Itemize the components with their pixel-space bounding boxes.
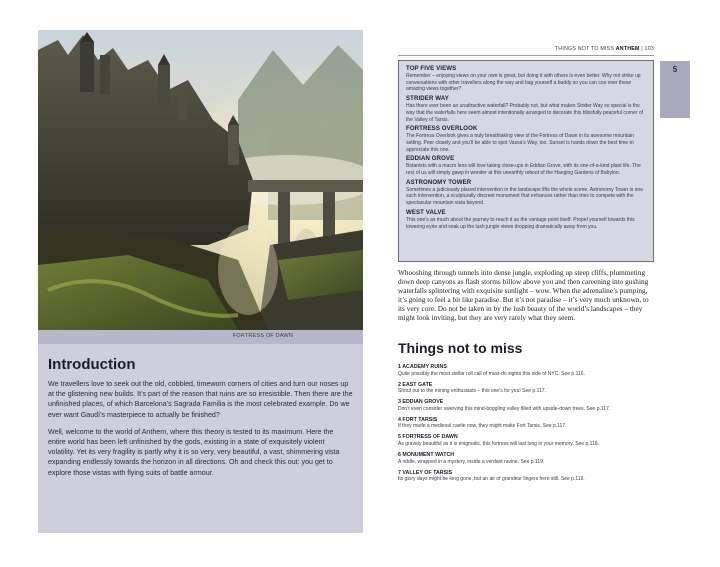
list-item	[398, 364, 656, 377]
view-entry	[406, 155, 646, 176]
view-text: Has there ever been an unattractive waterfall? Probably not, but what makes Strider Way so special is the way that the waterfalls here seem almost intentionally arranged to decorate this blissfully peaceful corner of the Valley of Tarsis.	[406, 103, 644, 123]
list-item-text: A riddle, wrapped in a mystery, inside a verdant ravine. See p.119.	[398, 458, 545, 465]
list-item	[398, 434, 656, 447]
top-five-views-intro	[406, 65, 646, 93]
view-title: EDDIAN GROVE	[406, 155, 455, 163]
list-item-text: Quite possibly the most stellar roll call of must-do sights this side of NYC. See p.116.	[398, 370, 585, 377]
running-head-section: THINGS NOT TO MISS	[554, 46, 615, 52]
list-item-title: 4 FORT TARSIS	[398, 416, 438, 423]
view-text: This one’s as much about the journey to reach it as the vantage point itself. Propel yourself towards this towering eyrie and soak up the lush jungle views dropping dramatically away from you.	[406, 216, 635, 230]
photo-caption: FORTRESS OF DAWN	[232, 333, 293, 339]
list-item-title: 3 EDDIAN GROVE	[398, 399, 444, 406]
view-entry	[406, 179, 646, 207]
chapter-tab	[660, 61, 690, 118]
fortress-landscape-image	[38, 30, 363, 330]
list-item-title: 5 FORTRESS OF DAWN	[398, 434, 458, 441]
view-title: STRIDER WAY	[406, 95, 449, 103]
photo-caption-bar	[38, 330, 363, 344]
list-item	[398, 399, 656, 412]
introduction-paragraph: Well, welcome to the world of Anthem, where this theory is tested to its maximum. Here the entire world has been left unfinished by the gods, existing in a state of exquisitely violent volatility. Yet its very fragility is partly why it is so very, very beautiful, a vast, shimmering vista expanding endlessly towards the horizon in all directions. Oh and check this out: you get to explore those vistas with flying suits of battle armour.	[48, 427, 340, 477]
view-title: WEST VALVE	[406, 208, 446, 216]
box-intro-text: Remember – enjoying views on your own is great, but doing it with others is even better. Why not strike up conversations with other travellers along the way and bag yourself a buddy so you can coo over these amazing views together?	[406, 73, 641, 93]
view-entry	[406, 95, 646, 123]
list-item	[398, 470, 656, 483]
view-title: ASTRONOMY TOWER	[406, 178, 472, 186]
list-item-title: 1 ACADEMY RUINS	[398, 364, 447, 370]
chapter-number: 5	[672, 65, 678, 74]
fortress-of-dawn-photo	[38, 30, 363, 330]
list-item-text: As gravely beautiful as it is enigmatic, this fortress will last long in your memory. See p.118.	[398, 440, 600, 447]
running-head-divider: |	[641, 46, 643, 52]
view-text: Sometimes a judiciously placed intervention in the landscape lifts the whole scene. Astronomy Tower is one such intervention, a sculpturally discreet monument that enhances rather than tries to compete with the spectacular mountain vista beyond.	[406, 186, 643, 207]
list-item-text: Shout out to the mining enthusiasts – this one’s for you! See p.117.	[398, 388, 546, 395]
list-item-text: Its glory days might be long gone, but an air of grandeur lingers here still. See p.119.	[398, 476, 585, 483]
list-item	[398, 382, 656, 395]
view-entry	[406, 125, 646, 153]
list-item-text: Don’t even consider swerving this mind-boggling valley filled with upside-down trees. See p.117.	[398, 405, 611, 412]
introduction-section	[48, 356, 353, 485]
view-title: FORTRESS OVERLOOK	[406, 125, 478, 133]
list-item	[398, 452, 656, 465]
body-paragraph: Whooshing through tunnels into dense jungle, exploding up steep cliffs, plummeting down deep canyons as flash storms billow above you and then careening into gushing waterfalls splintering with exquisite sunlight – wow. When the adrenaline’s pumping, it’s going to feel a bit like paradise. But it’s not paradise – it’s very much unknown, to its very core. Do not be taken in by the lush beauty of the world’s landscapes – they might look inviting, but they are very rarely what they seem.	[398, 268, 649, 322]
view-text: Botanists with a macro lens will love taking close-ups in Eddian Grove, with its one-of-a-kind plant life. The rest of us will simply gawp in wonder at this unearthly reboot of the Hanging Gardens of Babylon.	[406, 163, 641, 177]
introduction-paragraph: We travellers love to seek out the old, cobbled, timeworn corners of cities and turn our noses up at the glistening new builds. It’s part of the reason that ruins are so irresistible. Then there are the unfinished places, of which Barcelona’s Sagrada Familia is the most celebrated example. Do we ever want Gaudí’s masterpiece to actually be finished?	[48, 380, 353, 419]
running-head-text	[555, 46, 654, 52]
things-not-to-miss-list	[398, 364, 656, 487]
list-item-title: 2 EAST GATE	[398, 381, 433, 388]
running-head-game: ANTHEM	[615, 46, 640, 52]
list-item	[398, 417, 656, 430]
left-page-panel	[38, 30, 363, 533]
view-entry	[406, 209, 646, 230]
list-item-text: If they made a medieval castle now, they might make Fort Tarsis. See p.117.	[398, 423, 567, 430]
introduction-heading: Introduction	[48, 356, 136, 373]
list-item-title: 7 VALLEY OF TARSIS	[398, 469, 453, 476]
box-title: TOP FIVE VIEWS	[406, 65, 457, 72]
list-item-title: 6 MONUMENT WATCH	[398, 451, 455, 458]
running-head	[398, 46, 654, 56]
view-text: The Fortress Overlook gives a truly breathtaking view of the Fortress of Dawn in its awesome mountain setting. Peer closely and you’ll be able to spot Vassa’s Way, too. Sunset is hands down the best time to appreciate this one.	[406, 133, 634, 153]
things-not-to-miss-heading: Things not to miss	[398, 340, 523, 356]
page-number: 103	[644, 46, 654, 52]
top-five-views-box	[398, 60, 654, 262]
